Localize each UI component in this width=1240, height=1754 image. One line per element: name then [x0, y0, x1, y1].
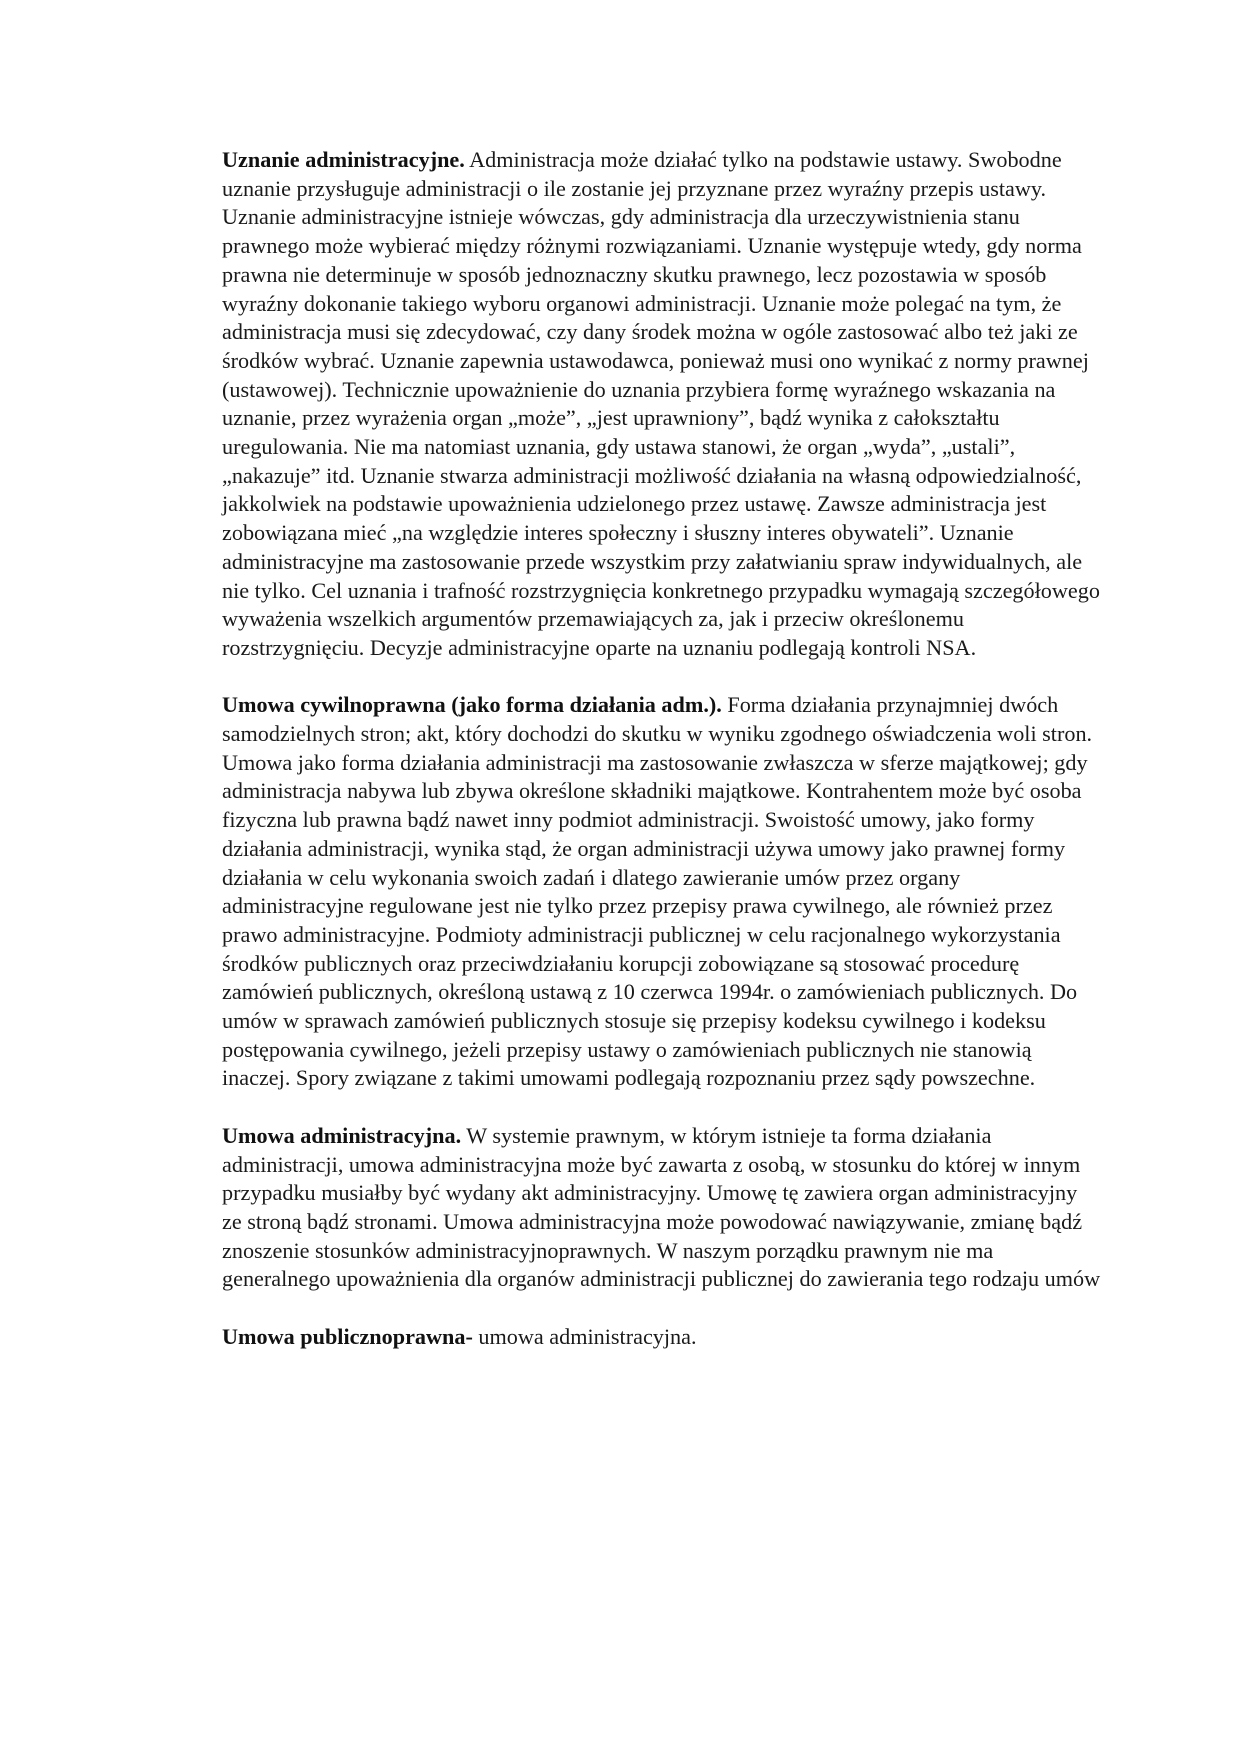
section-body: Forma działania przynajmniej dwóch samodzielnych stron; akt, który dochodzi do skutku w wyniku zgodnego oświadczenia woli stron. Umowa jako forma działania administracji ma zastosowanie zwłaszcza w sferze majątkowej; gdy administracja nabywa lub zbywa określone składniki majątkowe. Kontrahentem może być osoba fizyczna lub prawna bądź nawet inny podmiot administracji. Swoistość umowy, jako formy działania administracji, wynika stąd, że organ administracji używa umowy jako prawnej formy działania w celu wykonania swoich zadań i dlatego zawieranie umów przez organy administracyjne regulowane jest nie tylko przez przepisy prawa cywilnego, ale również przez prawo administracyjne. Podmioty administracji publicznej w celu racjonalnego wykorzystania środków publicznych oraz przeciwdziałaniu korupcji zobowiązane są stosować procedurę zamówień publicznych, określoną ustawą z 10 czerwca 1994r. o zamówieniach publicznych. Do umów w sprawach zamówień publicznych stosuje się przepisy kodeksu cywilnego i kodeksu postępowania cywilnego, jeżeli przepisy ustawy o zamówieniach publicznych nie stanowią inaczej. Spory związane z takimi umowami podlegają rozpoznaniu przez sądy powszechne.	[222, 692, 1093, 1091]
section-uznanie-administracyjne	[222, 146, 1102, 663]
section-heading: Umowa cywilnoprawna (jako forma działania adm.).	[222, 692, 722, 718]
section-body: umowa administracyjna.	[472, 1323, 697, 1349]
section-heading: Uznanie administracyjne.	[222, 147, 465, 172]
section-umowa-publicznoprawna	[222, 1323, 1102, 1352]
section-heading: Umowa publicznoprawna-	[222, 1323, 473, 1349]
section-umowa-cywilnoprawna	[222, 691, 1102, 1093]
section-heading: Umowa administracyjna.	[222, 1122, 462, 1148]
section-umowa-administracyjna	[222, 1122, 1102, 1294]
section-body: Administracja może działać tylko na podstawie ustawy. Swobodne uznanie przysługuje administracji o ile zostanie jej przyznane przez wyraźny przepis ustawy. Uznanie administracyjne istnieje wówczas, gdy administracja dla urzeczywistnienia stanu prawnego może wybierać między różnymi rozwiązaniami. Uznanie występuje wtedy, gdy norma prawna nie determinuje w sposób jednoznaczny skutku prawnego, lecz pozostawia w sposób wyraźny dokonanie takiego wyboru organowi administracji. Uznanie może polegać na tym, że administracja musi się zdecydować, czy dany środek można w ogóle zastosować albo też jaki ze środków wybrać. Uznanie zapewnia ustawodawca, ponieważ musi ono wynikać z normy prawnej (ustawowej). Technicznie upoważnienie do uznania przybiera formę wyraźnego wskazania na uznanie, przez wyrażenia organ „może”, „jest uprawniony”, bądź wynika z całokształtu uregulowania. Nie ma natomiast uznania, gdy ustawa stanowi, że organ „wyda”, „ustali”, „nakazuje” itd. Uznanie stwarza administracji możliwość działania na własną odpowiedzialność, jakkolwiek na podstawie upoważnienia udzielonego przez ustawę. Zawsze administracja jest zobowiązana mieć „na względzie interes społeczny i słuszny interes obywateli”. Uznanie administracyjne ma zastosowanie przede wszystkim przy załatwianiu spraw indywidualnych, ale nie tylko. Cel uznania i trafność rozstrzygnięcia konkretnego przypadku wymagają szczegółowego wyważenia wszelkich argumentów przemawiających za, jak i przeciw określonemu rozstrzygnięciu. Decyzje administracyjne oparte na uznaniu podlegają kontroli NSA.	[222, 147, 1100, 660]
section-body: W systemie prawnym, w którym istnieje ta forma działania administracji, umowa administracyjna może być zawarta z osobą, w stosunku do której w innym przypadku musiałby być wydany akt administracyjny. Umowę tę zawiera organ administracyjny ze stroną bądź stronami. Umowa administracyjna może powodować nawiązywanie, zmianę bądź znoszenie stosunków administracyjnoprawnych. W naszym porządku prawnym nie ma generalnego upoważnienia dla organów administracji publicznej do zawierania tego rodzaju umów	[222, 1122, 1101, 1292]
document-page	[222, 146, 1102, 1351]
